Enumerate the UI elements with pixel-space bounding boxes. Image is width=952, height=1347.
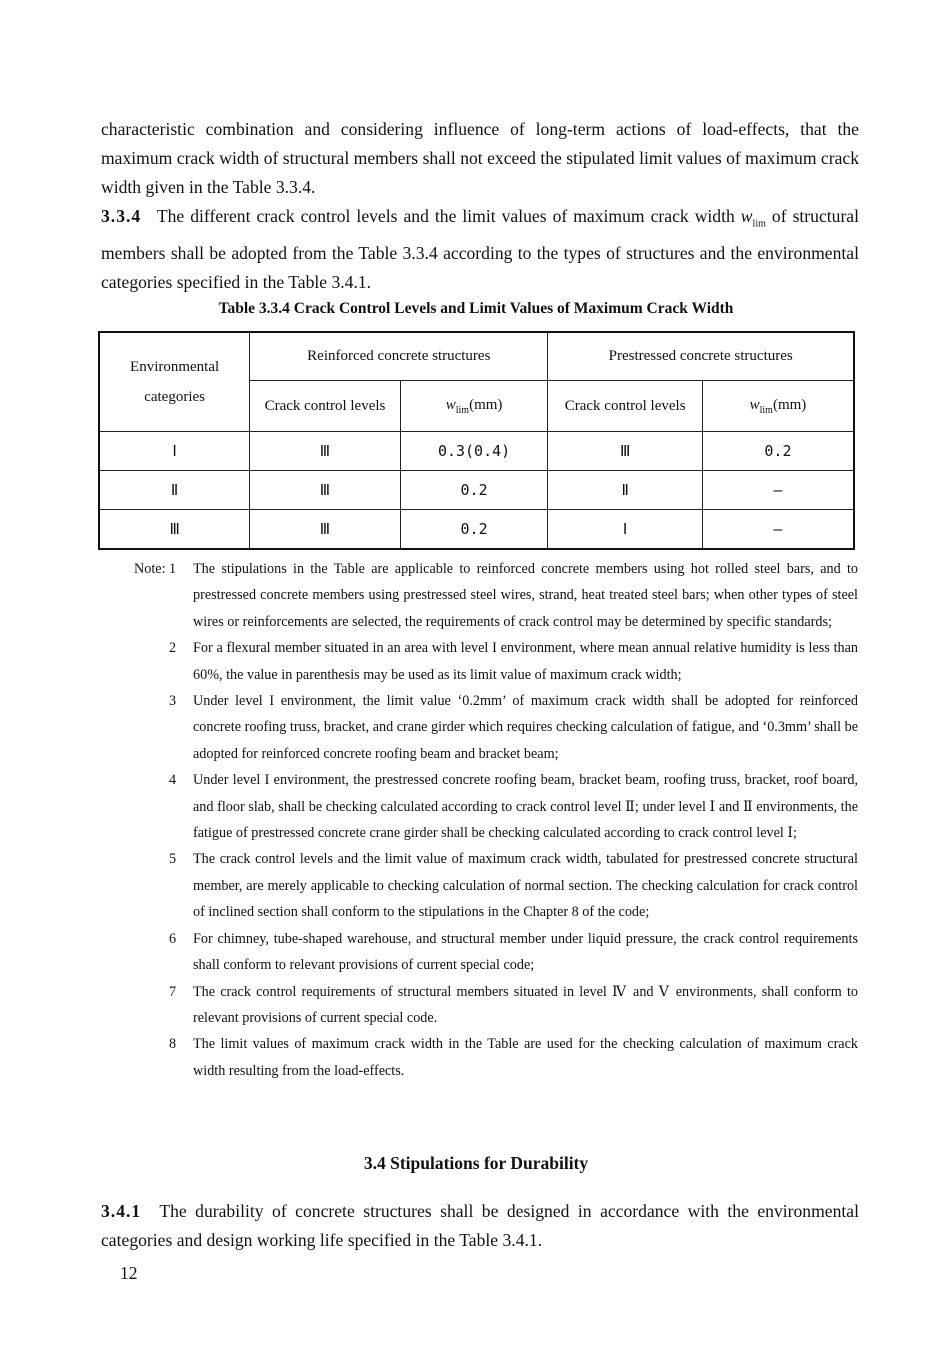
cell-ps-wlim: — (702, 471, 854, 510)
table-notes (134, 556, 858, 1084)
cell-env: Ⅲ (99, 510, 250, 550)
note-item (134, 767, 858, 846)
clause-text-after: of structural members shall be adopted from the Table 3.3.4 according to the types of structures and the environmental categories specified in the Table 3.4.1. (101, 206, 860, 292)
header-environmental-categories: Environmental categories (99, 332, 250, 432)
header-rc-crack-control: Crack control levels (250, 381, 401, 432)
paragraph-continuation (101, 115, 859, 202)
note-item (134, 926, 858, 979)
cell-rc-wlim: 0.2 (400, 510, 548, 550)
cell-rc-level: Ⅲ (250, 471, 401, 510)
cell-ps-level: Ⅲ (548, 432, 703, 471)
cell-ps-wlim: — (702, 510, 854, 550)
table-row (99, 471, 854, 510)
cell-env: Ⅰ (99, 432, 250, 471)
note-text: Under level I environment, the prestressed concrete roofing beam, bracket beam, roofing truss, bracket, roof board, and floor slab, shall be checking calculated according to crack control level Ⅱ; under level Ⅰ and Ⅱ environments, the fatigue of prestressed concrete crane girder shall be checking calculated according to crack control level Ⅰ; (193, 772, 858, 842)
header-prestressed: Prestressed concrete structures (548, 332, 854, 381)
note-text: The crack control requirements of structural members situated in level Ⅳ and Ⅴ environments, shall conform to relevant provisions of current special code. (193, 983, 858, 1026)
clause-text: The durability of concrete structures shall be designed in accordance with the environmental categories and design working life specified in the Table 3.4.1. (101, 1201, 859, 1250)
cell-rc-wlim: 0.2 (400, 471, 548, 510)
section-heading: 3.4 Stipulations for Durability (363, 1153, 589, 1173)
clause-number: 3.3.4 (101, 206, 142, 226)
note-number: 1 (169, 561, 177, 577)
clause-text-before: The different crack control levels and the limit values of maximum crack width (156, 206, 735, 226)
cell-env: Ⅱ (99, 471, 250, 510)
note-number: 4 (169, 772, 177, 789)
note-item (134, 979, 858, 1032)
note-number: 7 (169, 983, 177, 1000)
note-item (134, 635, 858, 688)
note-number: 3 (169, 693, 177, 710)
note-item (134, 556, 858, 635)
note-text: Under level I environment, the limit value ‘0.2mm’ of maximum crack width shall be adopted for reinforced concrete roofing truss, bracket, and crane girder which requires checking calculation of fatigue, and ‘0.3mm’ shall be adopted for reinforced concrete roofing beam and bracket beam; (193, 693, 858, 762)
cell-ps-level: Ⅰ (548, 510, 703, 550)
note-number: 8 (169, 1036, 177, 1053)
page-number: 12 (120, 1263, 138, 1283)
table-caption: Table 3.3.4 Crack Control Levels and Limit Values of Maximum Crack Width (218, 300, 734, 317)
note-item (134, 846, 858, 925)
clause-number: 3.4.1 (101, 1201, 142, 1221)
note-text: For chimney, tube-shaped warehouse, and structural member under liquid pressure, the crack control requirements shall conform to relevant provisions of current special code; (193, 930, 858, 974)
note-text: For a flexural member situated in an area with level I environment, where mean annual relative humidity is less than 60%, the value in parenthesis may be used as its limit value of maximum crack width; (193, 640, 858, 683)
cell-rc-level: Ⅲ (250, 432, 401, 471)
note-text: The crack control levels and the limit value of maximum crack width, tabulated for prestressed concrete structural member, are merely applicable to checking calculation of normal section. The checking calculation for crack control of inclined section shall conform to the stipulations in the Chapter 8 of the code; (193, 851, 858, 921)
clause-3-3-4 (101, 202, 859, 297)
wlim-subscript: lim (752, 218, 766, 230)
header-ps-wlim: $w_{lim}(mm)$ (702, 381, 854, 432)
table-header-row (99, 332, 854, 381)
crack-control-table (98, 331, 855, 550)
wlim-symbol: w (740, 206, 753, 226)
cell-ps-level: Ⅱ (548, 471, 703, 510)
note-number: 2 (169, 640, 177, 657)
table-row (99, 510, 854, 550)
note-item (134, 1031, 858, 1084)
header-reinforced: Reinforced concrete structures (250, 332, 548, 381)
note-text: The limit values of maximum crack width in the Table are used for the checking calculation of maximum crack width resulting from the load-effects. (193, 1036, 858, 1079)
clause-3-4-1 (101, 1197, 859, 1255)
note-label: Note: (134, 561, 166, 577)
cell-rc-wlim: 0.3(0.4) (400, 432, 548, 471)
note-number: 5 (169, 851, 177, 868)
header-rc-wlim: $w_{lim}(mm)$ (400, 381, 548, 432)
note-item (134, 688, 858, 767)
note-text: The stipulations in the Table are applicable to reinforced concrete members using hot rolled steel bars, and to prestressed concrete members using prestressed steel wires, strand, heat treated steel bars; when other types of steel wires or reinforcements are selected, the requirements of crack control may be determined by specific standards; (193, 561, 858, 630)
cell-rc-level: Ⅲ (250, 510, 401, 550)
table-row (99, 432, 854, 471)
note-number: 6 (169, 930, 177, 947)
paragraph-text: characteristic combination and considering influence of long-term actions of load-effects, that the maximum crack width of structural members shall not exceed the stipulated limit values of maximum crack width given in the Table 3.3.4. (101, 119, 859, 197)
cell-ps-wlim: 0.2 (702, 432, 854, 471)
header-ps-crack-control: Crack control levels (548, 381, 703, 432)
